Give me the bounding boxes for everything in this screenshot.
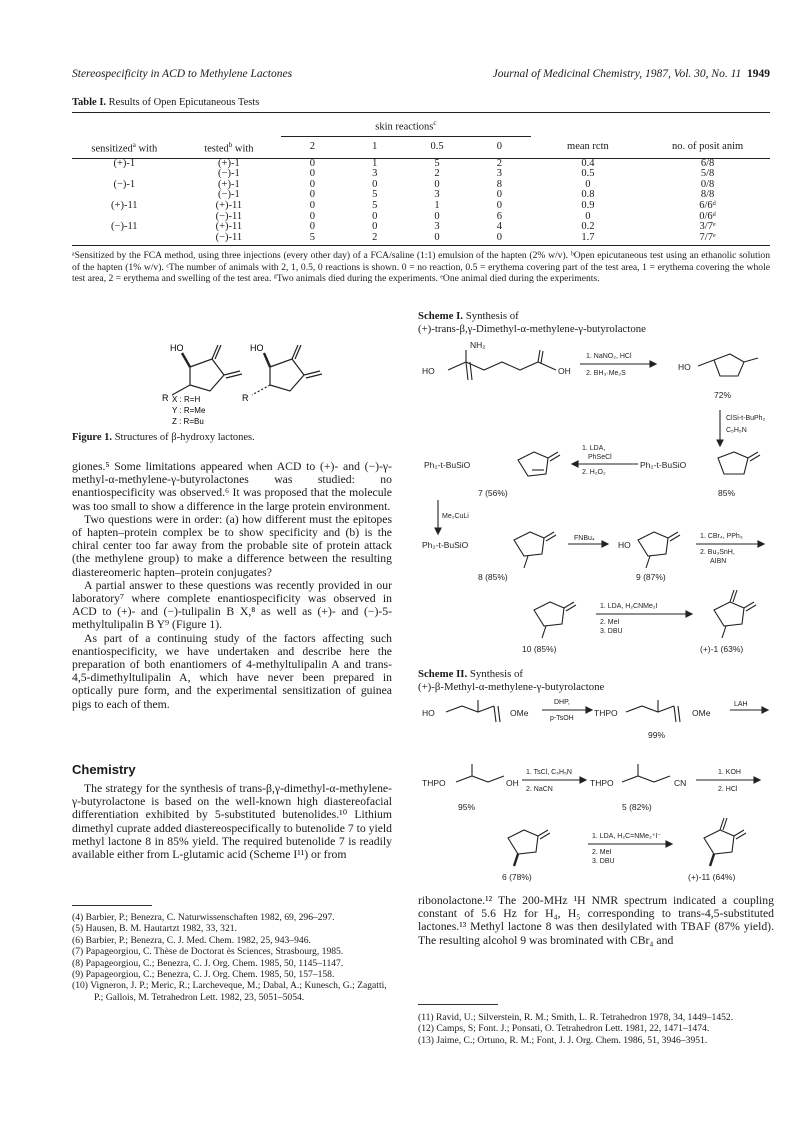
col-mean: mean rctn	[567, 140, 609, 152]
table-row	[72, 180, 770, 191]
s1-ho-start: HO	[422, 366, 435, 376]
skin-reactions-header: skin reactions$^c$	[281, 113, 530, 137]
s1-yield-9: 9 (87%)	[636, 572, 666, 582]
col-05: 0.5	[430, 141, 444, 153]
s2-yield-5: 5 (82%)	[622, 802, 652, 812]
s1-yield-72: 72%	[714, 390, 732, 400]
table-cell-tested: (+)-1	[218, 157, 240, 169]
s2-lah: LAH	[734, 701, 748, 708]
left-body-text	[72, 460, 392, 711]
journal-citation: Journal of Medicinal Chemistry, 1987, Vol. 30, No. 11	[492, 68, 742, 80]
table-row	[72, 233, 770, 246]
s2-yield-6: 6 (78%)	[502, 872, 532, 882]
table-cell-c1: 0	[372, 178, 378, 190]
s1-oh-start: OH	[558, 366, 571, 376]
table-cell-c05: 2	[434, 168, 440, 180]
paragraph-5: The strategy for the synthesis of trans-β,γ-dimethyl-α-methylene-γ-butyrolactone is based on the well-known high diastereofacial differentiation exhibited by 5-substituted butenolides.¹⁰ Lithium dimethyl cuprate added diastereospecifically to butenolide 7 to yield methyl lactone 8 in 85% yield. The required butenolide 7 is readily available either from L-glutamic acid (Scheme I¹¹) or from	[72, 782, 393, 862]
s1-step2b: C₅H₅N	[726, 427, 747, 434]
s2-step4b: 2. MeI	[592, 849, 612, 856]
table-cell-tested: (+)-1	[218, 178, 240, 190]
scheme-1-caption-text: Synthesis of	[465, 310, 519, 322]
s1-step5a: 1. LDA, H₂CNMe₂I	[600, 603, 658, 610]
s2-thpo-3: THPO	[590, 778, 614, 788]
table-cell-tested: (−)-11	[215, 231, 243, 243]
table-cell-c05: 0	[434, 210, 440, 222]
s1-step3c: 2. H₂O₂	[582, 469, 606, 476]
s2-ome-1: OMe	[510, 708, 529, 718]
table-cell-tested: (+)-11	[215, 200, 243, 212]
s2-step4a: 1. LDA, H₂C=NMe₂⁺I⁻	[592, 833, 662, 840]
s1-step4a: 1. CBr₄, PPh₃	[700, 533, 743, 540]
s2-ho: HO	[422, 708, 435, 718]
table-cell-sens: (+)-1	[113, 157, 136, 169]
fig1-legend-y: Y : R=Me	[172, 406, 206, 415]
s1-yield-10: 10 (85%)	[522, 644, 557, 654]
s1-yield-7: 7 (56%)	[478, 488, 508, 498]
table-cell-mean: 0	[585, 210, 591, 222]
scheme-2-caption	[418, 668, 778, 693]
table-cell-c2: 0	[309, 157, 315, 169]
table-cell-c1: 3	[372, 168, 378, 180]
fig1-r-left: R	[162, 393, 169, 403]
s1-ph2-right: Ph₂-t-BuSiO	[640, 460, 687, 470]
s2-cn: CN	[674, 778, 687, 788]
fig1-legend-z: Z : R=Bu	[172, 417, 204, 426]
reference-item: (12) Camps, S; Font. J.; Ponsati, O. Tetrahedron Lett. 1981, 22, 1471–1474.	[418, 1023, 710, 1035]
table-cell-mean: 0.8	[581, 189, 595, 201]
table-cell-c2: 5	[309, 231, 315, 243]
s2-step2a: 1. TsCl, C₅H₅N	[526, 769, 572, 776]
s2-yield-99: 99%	[648, 730, 666, 740]
references-rule-left	[72, 905, 152, 906]
results-table	[72, 112, 770, 246]
s1-fnbu4: FNBu₄	[574, 535, 595, 542]
running-header-journal	[493, 68, 770, 80]
table-row	[72, 190, 770, 201]
fig1-ho-left: HO	[170, 343, 184, 353]
table-cell-c1: 0	[372, 210, 378, 222]
table-cell-c0: 8	[496, 178, 503, 190]
table-cell-c1: 5	[372, 189, 378, 201]
paragraph-2: Two questions were in order: (a) how different must the epitopes of hapten–protein complex be to show specificity and (b) is the chiral center too far away from the probable site of protein attack (the methylene group) to make a difference between the resulting diastereomeric hapten–protein conjugates?	[72, 512, 392, 579]
scheme-1-caption	[418, 310, 778, 335]
table-row	[72, 201, 770, 212]
s1-step3b: PhSeCl	[588, 454, 612, 461]
reference-item: (9) Papageorgiou, C.; Benezra, C. J. Org. Chem. 1985, 50, 157–158.	[72, 969, 335, 981]
figure-caption-text: Structures of β-hydroxy lactones.	[114, 432, 255, 443]
scheme-1-label: Scheme I.	[418, 310, 463, 322]
table-cell-c1: 0	[372, 221, 378, 233]
table-cell-c05: 5	[434, 157, 440, 169]
col-0: 0	[496, 141, 503, 153]
table-row	[72, 158, 770, 169]
s1-step1a: 1. NaNO₂, HCl	[586, 353, 632, 360]
table-cell-mean: 0	[585, 178, 591, 190]
scheme-2-compound: (+)-β-Methyl-α-methylene-γ-butyrolactone	[418, 680, 605, 693]
page-number: 1949	[747, 68, 770, 80]
table-cell-c0: 0	[496, 189, 503, 201]
table-cell-c2: 0	[309, 210, 315, 222]
figure-1-structures	[72, 305, 402, 445]
s2-thpo-2: THPO	[422, 778, 446, 788]
scheme-1-diagram	[418, 340, 778, 680]
right-body-text: ribonolactone.¹² The 200-MHz ¹H NMR spectrum indicated a coupling constant of 5.6 Hz for H₄, H₅ corresponding to trans-4,5-substituted lactones.¹³ Methyl lactone 8 was then desilylated with TBAF (87% yield). The resulting alcohol 9 was brominated with CBr₄ and	[418, 894, 774, 947]
section-heading-chemistry: Chemistry	[72, 762, 136, 777]
reference-item: (13) Jaime, C.; Ortuno, R. M.; Font, J. J. Org. Chem. 1986, 51, 3946–3951.	[418, 1034, 708, 1046]
reference-item: (11) Ravid, U.; Silverstein, R. M.; Smith, L. R. Tetrahedron 1978, 34, 1449–1452.	[418, 1012, 734, 1023]
table-cell-c0: 2	[496, 157, 503, 169]
table-cell-c05: 1	[434, 200, 440, 212]
col-sensitized: sensitized$^a$ with	[91, 140, 158, 155]
references-left	[72, 912, 392, 1003]
table-cell-posit: 6/8	[700, 157, 715, 169]
reference-item: (7) Papageorgiou, C. Thèse de Doctorat ès Sciences, Strasbourg, 1985.	[72, 946, 344, 958]
running-header-title: Stereospecificity in ACD to Methylene Lactones	[72, 68, 293, 80]
reference-item: (8) Papageorgiou, C.; Benezra, C. J. Org. Chem. 1985, 50, 1145–1147.	[72, 957, 344, 969]
col-1: 1	[372, 141, 378, 153]
table-cell-tested: (+)-11	[215, 221, 243, 233]
fig1-r-right: R	[242, 393, 249, 403]
s1-nh2: NH₂	[470, 340, 486, 350]
table-cell-c0: 4	[496, 221, 503, 233]
table-cell-posit: 0/8	[700, 178, 715, 190]
table-cell-sens: (−)-11	[111, 221, 138, 233]
s1-step4c: AIBN	[710, 558, 727, 565]
table-cell-c05: 3	[434, 221, 440, 233]
reference-item: (5) Hausen, B. M. Hautartzt 1982, 33, 321.	[72, 923, 237, 935]
s1-yield-p1: (+)-1 (63%)	[700, 644, 744, 654]
reference-item: (4) Barbier, P.; Benezra, C. Naturwissenschaften 1982, 69, 296–297.	[72, 912, 335, 923]
table-cell-c0: 0	[496, 200, 503, 212]
s1-yield-8: 8 (85%)	[478, 572, 508, 582]
table-cell-tested: (−)-11	[215, 210, 243, 222]
table-cell-c1: 5	[372, 200, 378, 212]
table-cell-c2: 0	[309, 221, 315, 233]
chemistry-text	[72, 782, 392, 861]
scheme-2-diagram	[418, 698, 778, 888]
table-cell-c0: 6	[496, 210, 503, 222]
scheme-2-caption-text: Synthesis of	[469, 668, 523, 680]
table-cell-mean: 1.7	[581, 231, 595, 243]
reference-item: (6) Barbier, P.; Benezra, C. J. Med. Chem. 1982, 25, 943–946.	[72, 934, 311, 946]
table-cell-c0: 3	[496, 168, 503, 180]
s1-ho-prod: HO	[678, 362, 691, 372]
table-row	[72, 212, 770, 223]
table-cell-tested: (−)-1	[218, 189, 240, 201]
s1-step5c: 3. DBU	[600, 628, 623, 635]
s2-ptsoh: p-TsOH	[550, 715, 574, 722]
table-cell-mean: 0.9	[581, 200, 595, 212]
s1-ph2-left: Ph₂-t-BuSiO	[424, 460, 471, 470]
table-cell-posit: 6/6ᵈ	[699, 200, 716, 212]
table-cell-c2: 0	[309, 168, 315, 180]
s2-dhp: DHP,	[554, 699, 570, 706]
s1-yield-85a: 85%	[718, 488, 736, 498]
figure-1-caption	[72, 432, 255, 443]
table-caption-label: Table I.	[72, 97, 107, 108]
fig1-ho-right: HO	[250, 343, 264, 353]
table-cell-sens	[72, 233, 177, 246]
table-cell-c2: 0	[309, 189, 315, 201]
s2-yield-p11: (+)-11 (64%)	[688, 872, 736, 882]
scheme-1-compound: (+)-trans-β,γ-Dimethyl-α-methylene-γ-butyrolactone	[418, 322, 646, 335]
s2-thpo-1: THPO	[594, 708, 618, 718]
s2-yield-95: 95%	[458, 802, 476, 812]
table-row	[72, 169, 770, 180]
s1-step1b: 2. BH₃·Me₂S	[586, 370, 626, 377]
s2-step4c: 3. DBU	[592, 858, 615, 865]
reference-item: (10) Vigneron, J. P.; Meric, R.; Larcheveque, M.; Dabal, A.; Kunesch, G.; Zagatti, P.; Gallois, M. Tetrahedron Lett. 1982, 23, 5051–5054.	[72, 980, 387, 1003]
col-2: 2	[309, 141, 315, 153]
table-cell-posit: 5/8	[700, 168, 715, 180]
table-caption	[72, 97, 259, 108]
table-cell-c05: 0	[434, 231, 440, 243]
paragraph-4: As part of a continuing study of the factors affecting such enantiospecificity, we have undertaken and describe here the preparation of both enantiomers of 4-methyltulipalin A and trans-4,5-dimethyltulipalin A, which have never been prepared in optically pure form, and the experimental sensitization of guinea pigs to each of them.	[72, 631, 392, 711]
s1-step3a: 1. LDA,	[582, 445, 606, 452]
table-cell-sens: (+)-11	[111, 200, 138, 212]
paragraph-3: A partial answer to these questions was recently provided in our laboratory⁷ where complete enantiospecificity was observed in ACD to (+)- and (−)-tulipalin B X,⁸ as well as (+)- and (−)-5-methyltulipalin B Y⁹ (Figure 1).	[72, 578, 392, 632]
s1-ph2-row3: Ph₂-t-BuSiO	[422, 540, 469, 550]
table-cell-sens: (−)-1	[113, 178, 136, 190]
table-cell-posit: 7/7ᵉ	[699, 231, 716, 243]
s1-ho-row3: HO	[618, 540, 631, 550]
scheme-2-label: Scheme II.	[418, 668, 468, 680]
figure-caption-label: Figure 1.	[72, 432, 113, 443]
table-cell-c0: 0	[496, 231, 503, 243]
table-cell-posit: 0/6ᵈ	[699, 210, 716, 222]
table-cell-c05: 0	[434, 178, 440, 190]
table-row	[72, 222, 770, 233]
references-rule-right	[418, 1004, 498, 1005]
paragraph-1: giones.⁵ Some limitations appeared when ACD to (+)- and (−)-γ-methyl-α-methylene-γ-butyrolactones was studied: no enantiospecificity was observed.⁶ It was proposed that the molecule was too small to show a difference in the large protein environment.	[72, 460, 392, 513]
table-footnotes: ᵃSensitized by the FCA method, using three injections (every other day) of a FCA/saline (1:1) emulsion of the hapten (2% w/v). ᵇOpen epicutaneous test using an ethanolic solution of the hapten (1% w/v). ᶜThe number of animals with 2, 1, 0.5, 0 reactions is shown. 0 = no reaction, 0.5 = erythema covering part of the test area, 1 = erythema covering the whole test area, 2 = erythema and swelling of the test area. ᵈTwo animals died during the experiments. ᵉOne animal died during the experiments.	[72, 250, 770, 285]
s1-cuprate: Me₂CuLi	[442, 513, 469, 520]
s1-step4b: 2. Bu₃SnH,	[700, 549, 735, 556]
table-cell-posit: 3/7ᵉ	[699, 221, 716, 233]
table-cell-c1: 1	[372, 157, 378, 169]
s2-step3b: 2. HCl	[718, 786, 738, 793]
s1-step5b: 2. MeI	[600, 619, 620, 626]
table-cell-mean: 0.4	[581, 157, 595, 169]
table-cell-c1: 2	[372, 231, 378, 243]
table-cell-tested: (−)-1	[218, 168, 240, 180]
references-right	[418, 1012, 774, 1046]
table-cell-mean: 0.5	[581, 168, 595, 180]
s2-step3a: 1. KOH	[718, 769, 741, 776]
table-cell-c2: 0	[309, 178, 315, 190]
col-tested: tested$^b$ with	[204, 140, 254, 155]
col-posit: no. of posit anim	[672, 140, 744, 152]
s2-oh: OH	[506, 778, 519, 788]
table-cell-mean: 0.2	[581, 221, 595, 233]
table-cell-c2: 0	[309, 200, 315, 212]
table-caption-text: Results of Open Epicutaneous Tests	[108, 97, 260, 108]
table-cell-c05: 3	[434, 189, 440, 201]
s2-ome-2: OMe	[692, 708, 711, 718]
s2-step2b: 2. NaCN	[526, 786, 553, 793]
s1-step2a: ClSi-t-BuPh₂	[726, 415, 766, 422]
table-cell-posit: 8/8	[700, 189, 715, 201]
fig1-legend-x: X : R=H	[172, 395, 201, 404]
